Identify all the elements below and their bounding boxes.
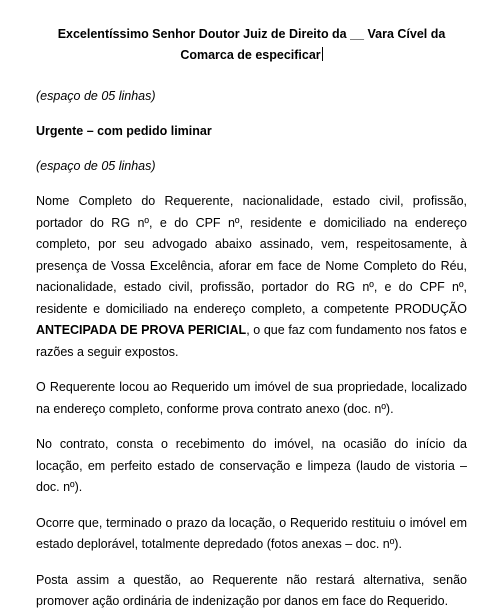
spacing-note-2: (espaço de 05 linhas) [36,159,156,173]
paragraph-1-end: , o que faz com fundamento nos fatos e razões a seguir expostos. [36,323,467,359]
text-cursor [322,47,323,61]
document-heading[interactable] [36,24,467,66]
subject-line: Urgente – com pedido liminar [36,124,212,138]
heading-text: Excelentíssimo Senhor Doutor Juiz de Direito da __ Vara Cível da Comarca de especificar [57,27,446,62]
paragraph-qualification [36,191,467,363]
paragraph-lease: O Requerente locou ao Requerido um imóvel de sua propriedade, localizado na endereço completo, conforme prova contrato anexo (doc. nº). [36,380,467,416]
paragraph-conclusion: Posta assim a questão, ao Requerente não restará alternativa, senão promover ação ordinária de indenização por danos em face do Requerido. [36,572,467,608]
spacing-note-1: (espaço de 05 linhas) [36,89,156,103]
paragraph-1-text: Nome Completo do Requerente, nacionalidade, estado civil, profissão, portador do RG nº, e do CPF nº, residente e domiciliado na endereço completo, por seu advogado abaixo assinado, vem, respeitosamente, à presença de Vossa Excelência, aforar em face de Nome Completo do Réu, nacionalidade, estado civil, profissão, portador do RG nº, e do CPF nº, residente e domiciliado na endereço completo, a competente PRODUÇÃO [36,194,467,316]
paragraph-contract: No contrato, consta o recebimento do imóvel, na ocasião do início da locação, em perfeito estado de conservação e limpeza (laudo de vistoria – doc. nº). [36,437,467,494]
paragraph-damage: Ocorre que, terminado o prazo da locação, o Requerido restituiu o imóvel em estado deplorável, totalmente depredado (fotos anexas – doc. nº). [36,515,467,551]
paragraph-1-bold: ANTECIPADA DE PROVA PERICIAL [36,323,247,337]
